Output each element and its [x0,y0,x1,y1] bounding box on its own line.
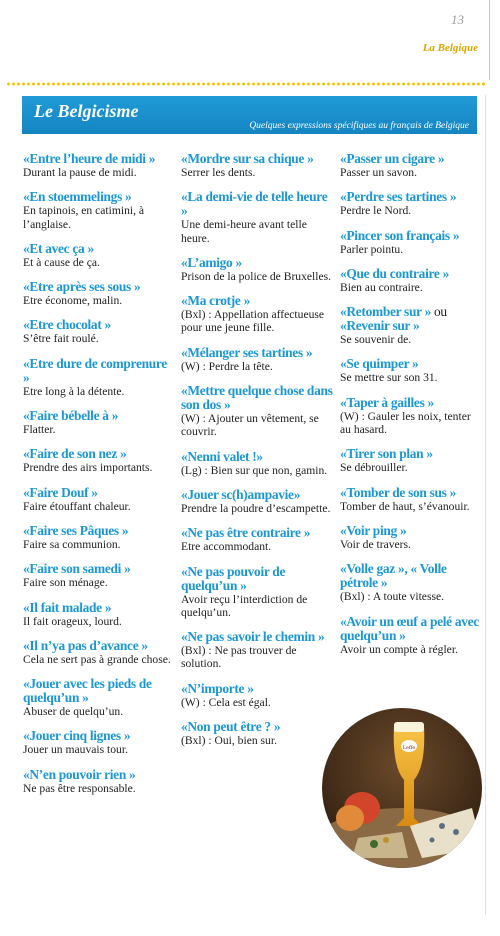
expression-term-text: «Ne pas savoir le chemin » [181,629,325,645]
expression-entry [181,294,333,335]
expression-definition: (Bxl) : Appellation affectueuse pour une jeune fille. [181,308,325,335]
expression-term [23,190,171,204]
expression-term [181,526,333,540]
expression-definition: Il fait orageux, lourd. [23,614,122,628]
expression-definition: En tapinois, en catimini, à l’anglaise. [23,204,145,231]
expression-entry [340,229,480,256]
expression-term [23,639,171,653]
expression-term [340,615,480,643]
expression-definition: Abuser de quelqu’un. [23,705,124,719]
expression-definition: (W) : Gauler les noix, tenter au hasard. [340,409,471,437]
expression-term-text: «Ma crotje » [181,293,251,309]
expression-term [181,294,333,308]
expression-entry [181,720,333,747]
expression-term [181,152,333,166]
expression-entry [23,486,171,513]
expression-entry [340,396,480,437]
top-rule [489,0,490,80]
expression-term [340,396,480,410]
expression-term [23,242,171,256]
expression-definition: (W) : Ajouter un vêtement, se couvrir. [181,412,319,439]
expression-definition: Etre long à la détente. [23,384,125,398]
expression-entry [181,682,333,709]
expression-definition: Faire son ménage. [23,576,108,590]
expression-term-text: «Voir ping » [340,522,407,538]
expression-definition: Avoir reçu l’interdiction de quelqu’un. [181,592,308,619]
expression-term-text: «Jouer sc(h)ampavie» [181,486,301,502]
expression-entry [181,526,333,553]
expression-term-text: «Perdre ses tartines » [340,189,457,205]
expression-term-text: «Ne pas être contraire » [181,525,311,541]
expression-term [340,229,480,243]
expression-term [340,486,480,500]
expression-term [181,384,333,412]
expression-term [340,190,480,204]
expression-definition: (W) : Perdre la tête. [181,359,273,373]
expression-definition: Serrer les dents. [181,166,256,179]
expression-definition: Prendre des airs importants. [23,461,153,475]
expression-term-text: «Pincer son français » [340,227,460,243]
expression-entry [340,357,480,384]
expression-term-text: «Mordre sur sa chique » [181,151,314,166]
expression-definition: (Bxl) : A toute vitesse. [340,590,445,604]
expression-term [340,305,480,333]
expression-term [340,152,480,166]
beer-cheese-photo [322,708,482,868]
column-2 [181,152,333,758]
expression-term [340,357,480,371]
expression-term-text: «Taper à gailles » [340,394,434,410]
right-margin-line [485,95,486,915]
expression-entry [23,729,171,756]
expression-entry [340,562,480,603]
expression-term-text: «L’amigo » [181,254,242,270]
expression-entry [340,486,480,513]
expression-term [340,524,480,538]
expression-term [23,318,171,332]
expression-term-text: «Faire ses Pâques » [23,522,129,538]
expression-term [181,256,333,270]
page-number: 13 [451,12,464,27]
expression-term-text: «N’en pouvoir rien » [23,766,136,782]
expression-term [23,486,171,500]
expression-entry [181,190,333,245]
expression-term [181,682,333,696]
expression-term-text: «Se quimper » [340,356,419,372]
expression-term-text: «Entre l’heure de midi » [23,151,156,166]
expression-definition: Flatter. [23,423,56,437]
expression-entry [340,267,480,294]
expression-entry [23,768,171,795]
expression-joiner: ou [434,304,447,320]
expression-term-text: «Que du contraire » [340,265,449,281]
expression-term [340,562,480,590]
expression-term-text: «Mélanger ses tartines » [181,344,313,360]
expression-entry [23,639,171,666]
page-subtitle: Quelques expressions spécifiques au français de Belgique [249,121,469,131]
expression-entry [181,450,333,477]
expression-term [23,768,171,782]
expression-definition: Bien au contraire. [340,280,423,294]
expression-term-text: «Volle gaz », « Volle pétrole » [340,561,447,591]
expression-entry [23,562,171,589]
expression-term [181,720,333,734]
expression-definition: Faire étouffant chaleur. [23,499,131,513]
expression-term-text: «En stoemmelings » [23,189,132,205]
expression-definition: Voir de travers. [340,537,411,551]
title-banner [22,96,477,134]
expression-entry [23,357,171,398]
expression-term-text: «Avoir un œuf a pelé avec quelqu’un » [340,613,479,643]
expression-entry [23,190,171,231]
expression-entry [340,524,480,551]
section-label: La Belgique [422,42,478,54]
expression-definition: Passer un savon. [340,166,417,179]
expression-term [23,447,171,461]
expression-entry [340,615,480,656]
expression-term-text: «Tirer son plan » [340,446,433,462]
expression-entry [23,318,171,345]
expression-term-text: «Retomber sur » [340,304,431,320]
expression-term-text: «Non peut être ? » [181,719,281,735]
expression-term-text: «Nenni valet !» [181,448,263,464]
expression-definition: Une demi-heure avant telle heure. [181,218,307,245]
expression-term-text: «Faire son samedi » [23,561,131,577]
column-1 [23,152,171,806]
expression-entry [23,409,171,436]
expression-definition: S’être fait roulé. [23,332,99,346]
expression-definition: (Lg) : Bien sur que non, gamin. [181,463,328,477]
expression-definition: (Bxl) : Ne pas trouver de solution. [181,644,297,671]
expression-definition: Et à cause de ça. [23,255,100,269]
expression-term-text: «Passer un cigare » [340,151,445,166]
expression-term [23,524,171,538]
expression-definition: (Bxl) : Oui, bien sur. [181,734,277,748]
expression-term [23,409,171,423]
expression-term [23,677,171,705]
expression-definition: (W) : Cela est égal. [181,695,271,709]
expression-term [181,346,333,360]
expression-term-text: «Etre dure de comprenure » [23,355,167,385]
expression-definition: Se souvenir de. [340,333,412,347]
expression-term-text: «Faire bébelle à » [23,408,119,424]
expression-entry [181,152,333,179]
expression-definition: Prendre la poudre d’escampette. [181,501,331,515]
expression-entry [181,488,333,515]
expression-definition: Se débrouiller. [340,461,408,475]
expression-term-alt: «Revenir sur » [340,318,420,334]
expression-entry [23,524,171,551]
expression-term [340,447,480,461]
expression-term-text: «Etre chocolat » [23,317,111,333]
expression-term [181,190,333,218]
expression-term [23,729,171,743]
expression-term [181,488,333,502]
expression-entry [23,677,171,718]
expression-definition: Etre économe, malin. [23,294,123,308]
expression-entry [23,242,171,269]
expression-definition: Parler pointu. [340,242,404,256]
expression-term [23,280,171,294]
expression-entry [181,565,333,620]
expression-entry [23,152,171,179]
expression-entry [181,630,333,671]
expression-entry [181,256,333,283]
expression-entry [340,447,480,474]
expression-definition: Etre accommodant. [181,540,272,554]
expression-term [181,630,333,644]
expression-entry [340,305,480,346]
expression-entry [23,601,171,628]
expression-entry [23,447,171,474]
expression-definition: Cela ne sert pas à grande chose. [23,652,171,666]
expression-term [181,450,333,464]
expression-term-text: «Ne pas pouvoir de quelqu’un » [181,563,286,593]
expression-definition: Perdre le Nord. [340,204,412,218]
expression-term-text: «Etre après ses sous » [23,279,141,295]
expression-entry [181,346,333,373]
expression-term-text: «N’importe » [181,680,254,696]
expression-definition: Tomber de haut, s’évanouir. [340,499,470,513]
expression-term [23,562,171,576]
expression-definition: Faire sa communion. [23,537,121,551]
expression-term [23,357,171,385]
expression-entry [340,190,480,217]
expression-term [340,267,480,281]
expression-entry [340,152,480,179]
expression-definition: Jouer un mauvais tour. [23,743,128,757]
expression-term-text: «Il n’ya pas d’avance » [23,637,148,653]
expression-definition: Avoir un compte à régler. [340,642,458,656]
expression-term-text: «Il fait malade » [23,599,112,615]
expression-term [181,565,333,593]
expression-definition: Durant la pause de midi. [23,166,137,179]
expression-term [23,601,171,615]
expression-definition: Ne pas être responsable. [23,781,136,795]
column-3 [340,152,480,667]
page-title: Le Belgicisme [34,101,139,121]
expression-term-text: «La demi-vie de telle heure » [181,189,328,219]
expression-definition: Prison de la police de Bruxelles. [181,269,332,283]
expression-term-text: «Faire Douf » [23,484,98,500]
expression-term [23,152,171,166]
expression-entry [181,384,333,439]
expression-term-text: «Et avec ça » [23,240,94,256]
expression-term-text: «Mettre quelque chose dans son dos » [181,383,333,413]
expression-term-text: «Faire de son nez » [23,446,127,462]
expression-term-text: «Tomber de son sus » [340,484,457,500]
expression-definition: Se mettre sur son 31. [340,371,438,385]
dotted-divider [6,82,486,86]
expression-term-text: «Jouer avec les pieds de quelqu’un » [23,676,152,706]
glass-brand: Leffe [402,745,416,751]
expression-entry [23,280,171,307]
expression-term-text: «Jouer cinq lignes » [23,728,131,744]
